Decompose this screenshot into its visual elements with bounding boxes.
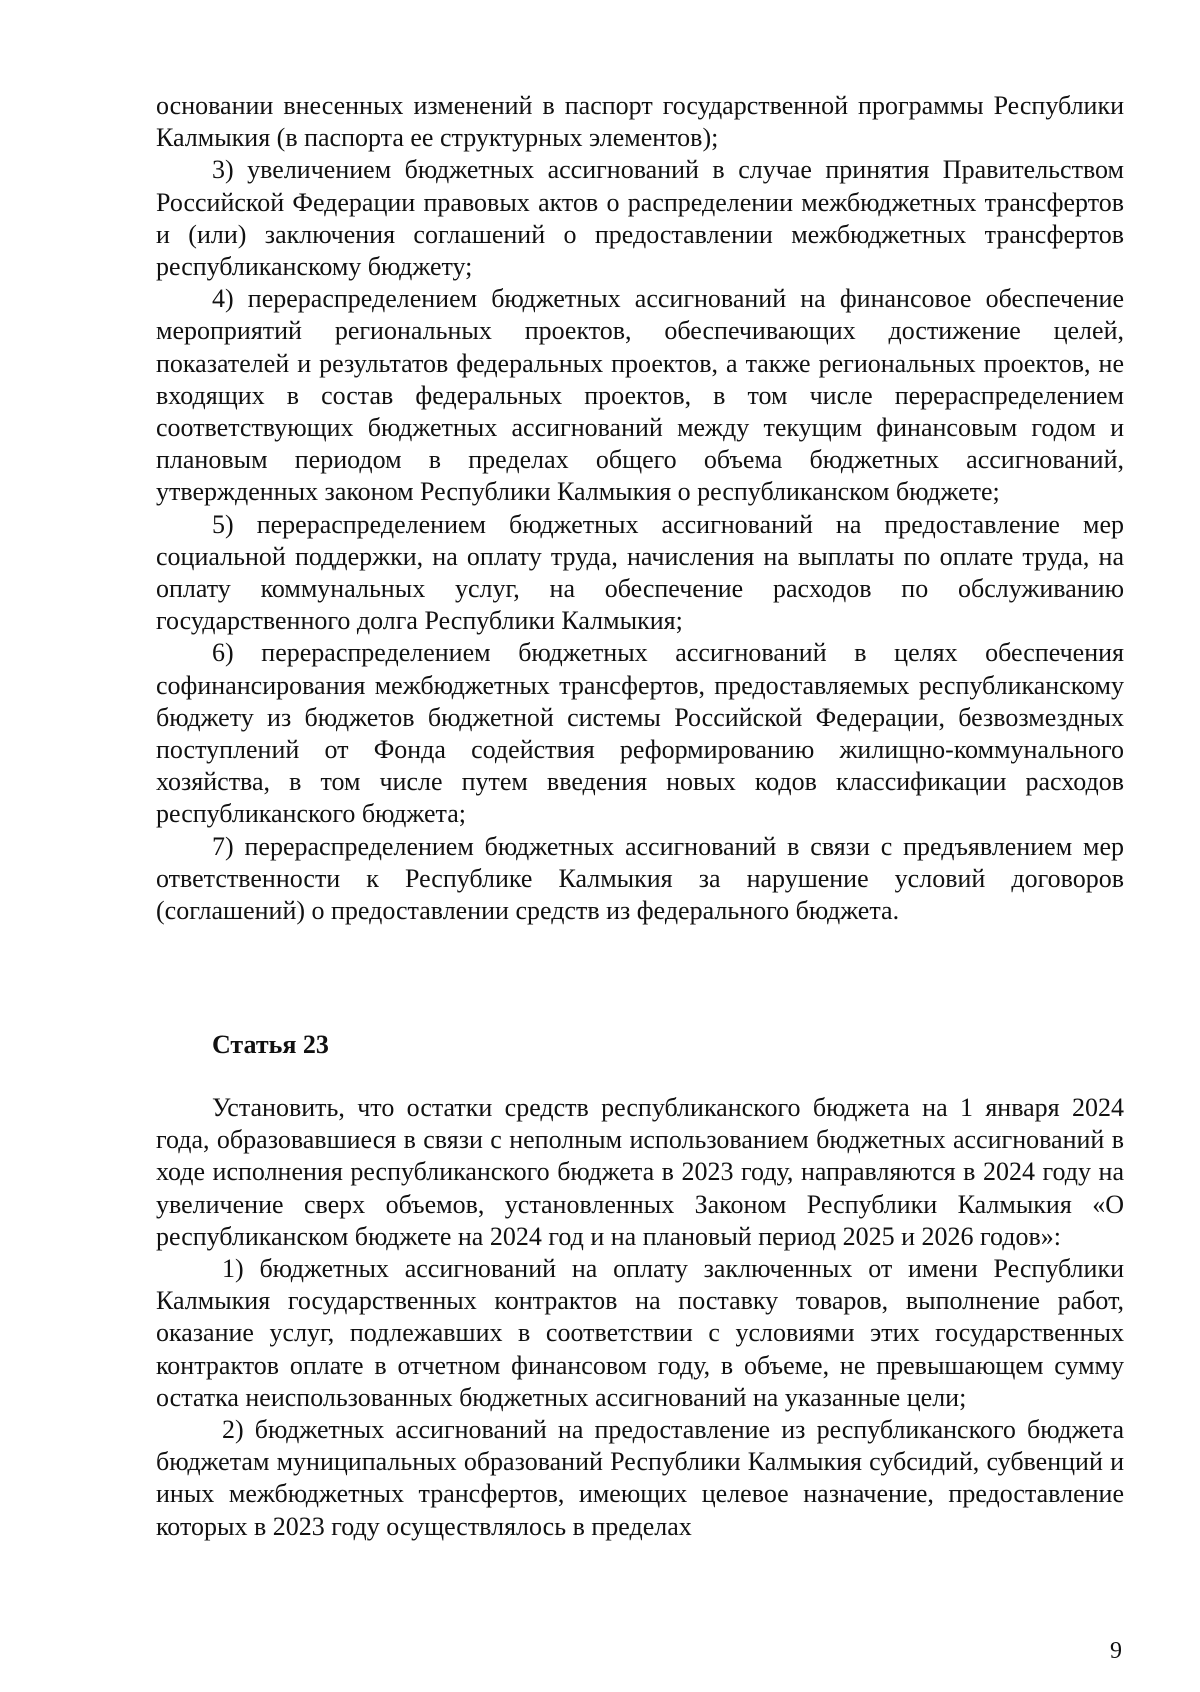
paragraph-item-4: 4) перераспределением бюджетных ассигнований на финансовое обеспечение мероприятий региональных проектов, обеспечивающих достижение целей, показателей и результатов федеральных проектов, а также региональных проектов, не входящих в состав федеральных проектов, в том числе перераспределением соответствующих бюджетных ассигнований между текущим финансовым годом и плановым периодом в пределах общего объема бюджетных ассигнований, утвержденных законом Республики Калмыкия о республиканском бюджете; [156, 284, 1124, 507]
paragraph-item-6: 6) перераспределением бюджетных ассигнований в целях обеспечения софинансирования межбюджетных трансфертов, предоставляемых республиканскому бюджету из бюджетов бюджетной системы Российской Федерации, безвозмездных поступлений от Фонда содействия реформированию жилищно-коммунального хозяйства, в том числе путем введения новых кодов классификации расходов республиканского бюджета; [156, 638, 1124, 829]
article-intro-paragraph: Установить, что остатки средств республиканского бюджета на 1 января 2024 года, образовавшиеся в связи с неполным использованием бюджетных ассигнований в ходе исполнения республиканского бюджета в 2023 году, направляются в 2024 году на увеличение сверх объемов, установленных Законом Республики Калмыкия «О республиканском бюджете на 2024 год и на плановый период 2025 и 2026 годов»: [156, 1093, 1124, 1251]
paragraph-continuation: основании внесенных изменений в паспорт государственной программы Республики Калмыкия (в паспорта ее структурных элементов); [156, 91, 1124, 153]
paragraph-item-3: 3) увеличением бюджетных ассигнований в случае принятия Правительством Российской Федерации правовых актов о распределении межбюджетных трансфертов и (или) заключения соглашений о предоставлении межбюджетных трансфертов республиканскому бюджету; [156, 155, 1124, 282]
paragraph-item-7: 7) перераспределением бюджетных ассигнований в связи с предъявлением мер ответственности к Республике Калмыкия за нарушение условий договоров (соглашений) о предоставлении средств из федерального бюджета. [156, 831, 1124, 926]
page-number: 9 [1110, 1638, 1122, 1664]
article-item-2: 2) бюджетных ассигнований на предоставление из республиканского бюджета бюджетам муниципальных образований Республики Калмыкия субсидий, субвенций и иных межбюджетных трансфертов, имеющих целевое назначение, предоставление которых в 2023 году осуществлялось в пределах [156, 1415, 1124, 1541]
article-text [156, 1092, 1124, 1543]
continuation-text [156, 90, 1124, 927]
article-heading: Статья 23 [212, 1030, 329, 1059]
article-item-1: 1) бюджетных ассигнований на оплату заключенных от имени Республики Калмыкия государственных контрактов на поставку товаров, выполнение работ, оказание услуг, подлежавших в соответствии с условиями этих государственных контрактов оплате в отчетном финансовом году, в объеме, не превышающем сумму остатка неиспользованных бюджетных ассигнований на указанные цели; [156, 1254, 1124, 1412]
paragraph-item-5: 5) перераспределением бюджетных ассигнований на предоставление мер социальной поддержки, на оплату труда, начисления на выплаты по оплате труда, на оплату коммунальных услуг, на обеспечение расходов по обслуживанию государственного долга Республики Калмыкия; [156, 509, 1124, 636]
